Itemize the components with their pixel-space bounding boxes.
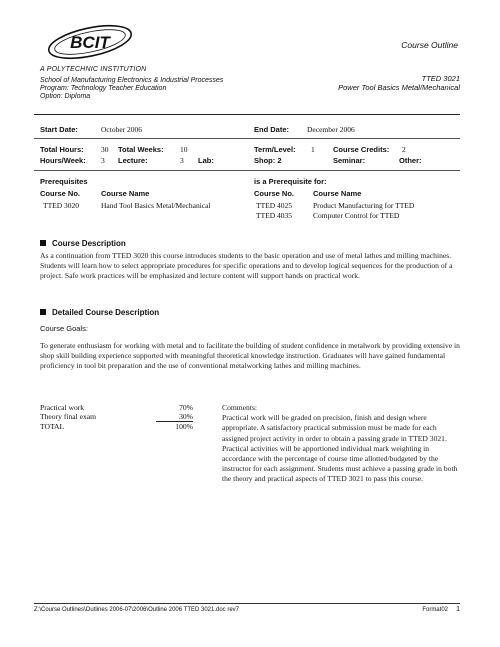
prereq-for-row-no: TTED 4025 bbox=[256, 201, 293, 210]
program-name: Program: Technology Teacher Education bbox=[40, 85, 167, 92]
lecture-value: 3 bbox=[180, 156, 184, 165]
total-hours-value: 30 bbox=[101, 145, 109, 154]
shop-label: Shop: 2 bbox=[254, 156, 282, 165]
comments-label: Comments: bbox=[222, 403, 258, 412]
end-date-value: December 2006 bbox=[307, 125, 355, 134]
header-divider bbox=[34, 114, 460, 115]
seminar-label: Seminar: bbox=[333, 156, 366, 165]
prereq-col-no: Course No. bbox=[40, 189, 81, 198]
prereq-heading: Prerequisites bbox=[40, 177, 88, 186]
course-description-heading: Course Description bbox=[40, 239, 126, 248]
credits-value: 2 bbox=[402, 145, 406, 154]
eval-item: Practical work bbox=[40, 403, 85, 412]
start-date-label: Start Date: bbox=[40, 125, 78, 134]
bcit-logo bbox=[44, 22, 136, 62]
course-goals-label: Course Goals: bbox=[40, 324, 88, 333]
total-weeks-label: Total Weeks: bbox=[118, 145, 164, 154]
end-date-label: End Date: bbox=[254, 125, 290, 134]
prereq-for-col-no: Course No. bbox=[254, 189, 295, 198]
comments-text: Practical work will be graded on precision, finish and design where appropriate. A satisfactory practical submission must be made for each assigned project activity in order to obtain a passing grade in TTED 3021. Practical activities will be apportioned individual mark weighting in accordance with the percentage of course time allotted/budgeted by the instructor for each assignment. Students must achieve a passing grade in both the theory and practical aspects of TTED 3021 to pass this course. bbox=[222, 413, 458, 484]
footer-form: Format02 bbox=[422, 607, 448, 613]
total-hours-label: Total Hours: bbox=[40, 145, 84, 154]
lecture-label: Lecture: bbox=[118, 156, 148, 165]
other-label: Other: bbox=[399, 156, 422, 165]
course-title: Power Tool Basics Metal/Mechanical bbox=[338, 83, 460, 92]
footer-path: Z:\Course Outlines\Outlines 2006-07\2006\Outline 2006 TTED 3021.doc rev7 bbox=[34, 607, 240, 613]
term-label: Term/Level: bbox=[254, 145, 296, 154]
evaluation-table bbox=[40, 403, 193, 431]
lab-label: Lab: bbox=[198, 156, 214, 165]
table-row bbox=[40, 422, 193, 432]
eval-pct: 100% bbox=[175, 422, 193, 431]
info-divider-2 bbox=[34, 170, 460, 171]
prereq-for-row-name: Computer Control for TTED bbox=[313, 211, 400, 220]
logo-text: BCIT bbox=[70, 33, 110, 52]
page-number: 1 bbox=[456, 606, 460, 613]
table-row bbox=[40, 403, 193, 412]
prereq-for-heading: is a Prerequisite for: bbox=[254, 177, 327, 186]
course-code: TTED 3021 bbox=[421, 74, 460, 83]
eval-item: Theory final exam bbox=[40, 412, 97, 422]
bullet-square-icon bbox=[40, 240, 46, 246]
prereq-col-name: Course Name bbox=[101, 189, 150, 198]
course-description-text: As a continuation from TTED 3020 this course introduces students to the basic operation and use of metal lathes and milling machines. Students will learn how to select appropriate procedures for specific operations and to develop logical sequences for the production of a project. Safe work practices will be emphasized and lecture content will support hands on practical work. bbox=[40, 251, 453, 281]
course-goals-text: To generate enthusiasm for working with metal and to facilitate the building of student confidence in metalwork by providing extensive in shop skill building experience supported with meaningful theoretical knowledge instruction. Graduates will have gained fundamental proficiency in tool bit preparation and the use of conventional metalworking lathes and milling machines. bbox=[40, 341, 460, 371]
option-name: Option: Diploma bbox=[40, 93, 91, 100]
prereq-for-row-name: Product Manufacturing for TTED bbox=[313, 201, 415, 210]
info-divider bbox=[34, 138, 460, 139]
total-weeks-value: 10 bbox=[180, 145, 188, 154]
bullet-square-icon bbox=[40, 309, 46, 315]
course-identity bbox=[338, 74, 460, 92]
table-row bbox=[40, 412, 193, 422]
start-date-value: October 2006 bbox=[101, 125, 143, 134]
prereq-for-col-name: Course Name bbox=[313, 189, 362, 198]
eval-pct: 70% bbox=[179, 403, 193, 412]
term-value: 1 bbox=[311, 145, 315, 154]
school-name: School of Manufacturing Electronics & Industrial Processes bbox=[40, 77, 224, 84]
credits-label: Course Credits: bbox=[333, 145, 390, 154]
hours-week-label: Hours/Week: bbox=[40, 156, 86, 165]
detailed-description-heading: Detailed Course Description bbox=[40, 308, 159, 317]
eval-item: TOTAL bbox=[40, 421, 65, 431]
prereq-row-no: TTED 3020 bbox=[43, 201, 80, 210]
document-type: Course Outline bbox=[401, 40, 458, 50]
eval-pct: 30% bbox=[156, 412, 193, 422]
comments-block bbox=[222, 403, 462, 485]
hours-week-value: 3 bbox=[101, 156, 105, 165]
prereq-row-name: Hand Tool Basics Metal/Mechanical bbox=[101, 201, 211, 210]
institution-tagline: A POLYTECHNIC INSTITUTION bbox=[40, 66, 147, 73]
footer-divider bbox=[34, 603, 460, 604]
program-block bbox=[40, 77, 223, 101]
prereq-for-row-no: TTED 4035 bbox=[256, 211, 293, 220]
